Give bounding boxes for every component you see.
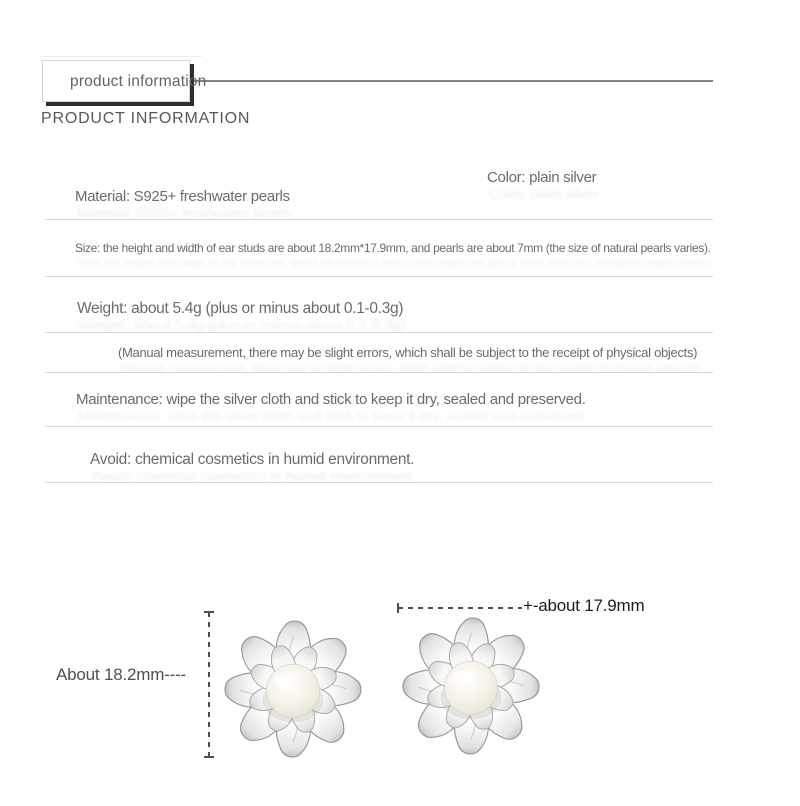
spec-row-measurement-note [45, 333, 713, 373]
ghost-maintenance: Maintenance: wipe the silver cloth and stick to keep it dry, sealed and preserved. [78, 409, 588, 424]
spec-material: Material: S925+ freshwater pearls Material: S925+ freshwater pearls [75, 187, 292, 221]
ghost-avoid: Avoid: chemical cosmetics in humid environment. [92, 468, 417, 484]
ghost-note: (Manual measurement, there may be slight errors, which shall be subject to the receipt of physical objects) [120, 361, 700, 374]
spec-row-avoid [45, 427, 713, 483]
spec-row-material-color [45, 165, 713, 220]
spec-row-size [45, 220, 713, 277]
faint-ghost-line [40, 56, 202, 57]
pearl-flower-earring-left-image [212, 613, 374, 765]
width-dimension-label: +-about 17.9mm [523, 596, 645, 615]
spec-table [45, 165, 713, 483]
spec-measurement-note: (Manual measurement, there may be slight errors, which shall be subject to the receipt of physical objects) (Manual measurement, there may be slight errors, which shall be subject to the receipt of physical objects) [118, 345, 700, 374]
earring-dimension-figure [0, 560, 800, 806]
spec-weight: Weight: about 5.4g (plus or minus about 0.1-0.3g) Weight: about 5.4g (plus or minus about 0.1-0.3g) [77, 299, 406, 333]
ghost-size: Size: the height and width of ear studs are about 18.2mm*17.9mm, and pearls are about 7mm (the size of natural pearls varies). [77, 257, 713, 269]
spec-row-maintenance [45, 373, 713, 427]
ghost-weight: Weight: about 5.4g (plus or minus about 0.1-0.3g) [79, 317, 406, 333]
spec-maintenance: Maintenance: wipe the silver cloth and stick to keep it dry, sealed and preserved. Maintenance: wipe the silver cloth and stick to keep it dry, sealed and preserved. [76, 391, 588, 424]
ghost-material: Material: S925+ freshwater pearls [77, 205, 292, 221]
height-dimension-line [208, 612, 210, 757]
ghost-color: Color: plain silver [489, 187, 599, 202]
spec-size: Size: the height and width of ear studs are about 18.2mm*17.9mm, and pearls are about 7mm (the size of natural pearls varies). Size: the height and width of ear studs are about 18.2mm*17.9mm, and pearls are about 7mm (the size of natural pearls varies). [75, 241, 713, 269]
spec-color: Color: plain silver Color: plain silver [487, 169, 599, 202]
spec-avoid: Avoid: chemical cosmetics in humid environment. Avoid: chemical cosmetics in humid environment. [90, 450, 417, 484]
width-dimension-line [398, 607, 522, 609]
header-rule-line [191, 80, 713, 82]
page-title: PRODUCT INFORMATION [41, 110, 251, 127]
spec-row-weight [45, 277, 713, 333]
title-tab-label: product information [70, 73, 207, 90]
pearl-flower-earring-right-image [390, 610, 552, 762]
title-tab-box [42, 60, 207, 102]
height-dimension-label: About 18.2mm---- [56, 665, 187, 684]
